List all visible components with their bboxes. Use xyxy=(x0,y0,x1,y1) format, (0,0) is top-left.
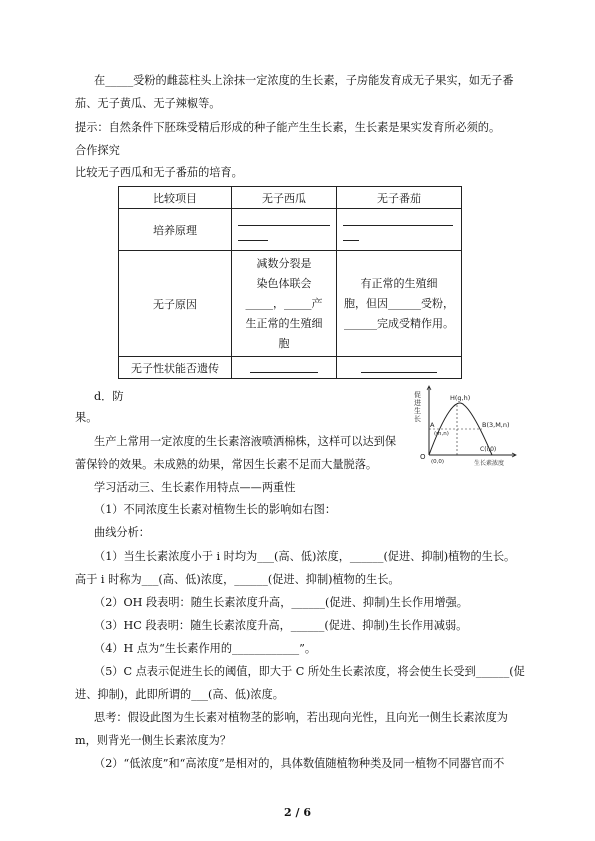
d-prevent-line-cont: 果。 xyxy=(75,411,98,424)
row-heritable-watermelon xyxy=(232,357,337,379)
blank-line xyxy=(343,225,453,226)
think-question: 思考：假设此图为生长素对植物茎的影响，若出现向光性，且向光一侧生长素浓度为 xyxy=(94,711,508,724)
row-reason-label: 无子原因 xyxy=(119,251,232,357)
blank-line xyxy=(343,240,359,241)
analysis-2: （2）OH 段表明：随生长素浓度升高，______(促进、抑制)生长作用增强。 xyxy=(94,596,468,609)
table-header-item: 比较项目 xyxy=(119,187,232,209)
hint-text: 提示：自然条件下胚珠受精后形成的种子能产生生长素，生长素是果实发育所必须的。 xyxy=(75,121,501,134)
graph-ylabel-char: 促 xyxy=(414,391,421,399)
graph-xlabel: 生长素浓度 xyxy=(474,460,505,467)
analysis-4: （4）H 点为“生长素作用的____________”。 xyxy=(94,642,317,655)
production-line-2: 蕾保铃的效果。未成熟的幼果，常因生长素不足而大量脱落。 xyxy=(75,458,378,471)
production-line-1: 生产上常用一定浓度的生长素溶液喷洒棉株，这样可以达到保 xyxy=(94,435,397,448)
activity3-heading: 学习活动三、生长素作用特点——两重性 xyxy=(94,481,296,494)
note-2: （2）“低浓度”和“高浓度”是相对的，具体数值随植物种类及同一植物不同器官而不 xyxy=(94,757,505,770)
row-principle-label: 培养原理 xyxy=(119,209,232,251)
reason-wm-line-1: 减数分裂是 xyxy=(256,256,312,270)
analysis-1-cont: 高于 i 时称为___(高、低)浓度，______(促进、抑制)植物的生长。 xyxy=(75,573,400,586)
analysis-5: （5）C 点表示促进生长的阈值，即大于 C 所处生长素浓度，将会使生长受到______(促 xyxy=(94,665,525,678)
reason-wm-line-3: _____，_____产 xyxy=(245,296,323,310)
reason-wm-line-5: 胞 xyxy=(278,336,290,350)
think-question-cont: m，则背光一侧生长素浓度为？ xyxy=(75,734,232,747)
row-heritable-tomato xyxy=(337,357,462,379)
blank-line xyxy=(361,362,437,373)
graph-label-b: B(3,M,n) xyxy=(482,421,510,429)
graph-ylabel-char: 长 xyxy=(414,415,421,423)
graph-ylabel-char: 生 xyxy=(414,407,421,415)
para-seedless-fruit-cont: 茄、无子黄瓜、无子辣椒等。 xyxy=(75,97,221,110)
compare-title: 比较无子西瓜和无子番茄的培育。 xyxy=(75,166,243,179)
graph-label-a: A xyxy=(430,421,435,429)
table-header-tomato: 无子番茄 xyxy=(337,187,462,209)
reason-tm-line-2: 胞，但因______受粉， xyxy=(344,296,454,310)
coop-heading: 合作探究 xyxy=(75,144,120,157)
reason-tm-line-3: ______完成受精作用。 xyxy=(344,316,454,330)
blank-line xyxy=(238,225,330,226)
question-1: （1）不同浓度生长素对植物生长的影响如右图： xyxy=(94,503,337,516)
graph-label-c: C(i,0) xyxy=(480,446,497,453)
para-seedless-fruit: 在_____受粉的雌蕊柱头上涂抹一定浓度的生长素，子房能发育成无子果实，如无子番 xyxy=(94,74,514,87)
analysis-1: （1）当生长素浓度小于 i 时均为___(高、低)浓度，______(促进、抑制)植物的生长。 xyxy=(94,550,516,563)
table-header-watermelon: 无子西瓜 xyxy=(232,187,337,209)
graph-label-o: O xyxy=(420,453,426,461)
row-reason-watermelon xyxy=(232,251,337,357)
analysis-5-cont: 进、抑制)，此即所谓的___(高、低)浓度。 xyxy=(75,688,284,701)
row-principle-tomato xyxy=(337,209,462,251)
graph-ylabel-char: 进 xyxy=(414,399,421,407)
page-number: 2 / 6 xyxy=(284,806,311,819)
graph-label-m: (m,n) xyxy=(434,431,449,437)
blank-line xyxy=(238,240,268,241)
graph-label-h: H(g,h) xyxy=(450,394,471,402)
row-principle-watermelon xyxy=(232,209,337,251)
row-heritable-label: 无子性状能否遗传 xyxy=(119,357,232,379)
blank-line xyxy=(250,362,318,373)
graph-label-origin: (0,0) xyxy=(431,459,445,465)
reason-tm-line-1: 有正常的生殖细 xyxy=(360,276,438,290)
auxin-curve-graph xyxy=(412,383,522,469)
comparison-table xyxy=(118,186,462,379)
d-prevent-line: d．防 xyxy=(94,390,124,403)
reason-wm-line-4: 生正常的生殖细 xyxy=(245,316,323,330)
row-reason-tomato xyxy=(337,251,462,357)
curve-analysis-heading: 曲线分析： xyxy=(94,526,150,539)
analysis-3: （3）HC 段表明：随生长素浓度升高，______(促进、抑制)生长作用减弱。 xyxy=(94,619,468,632)
reason-wm-line-2: 染色体联会 xyxy=(256,276,312,290)
